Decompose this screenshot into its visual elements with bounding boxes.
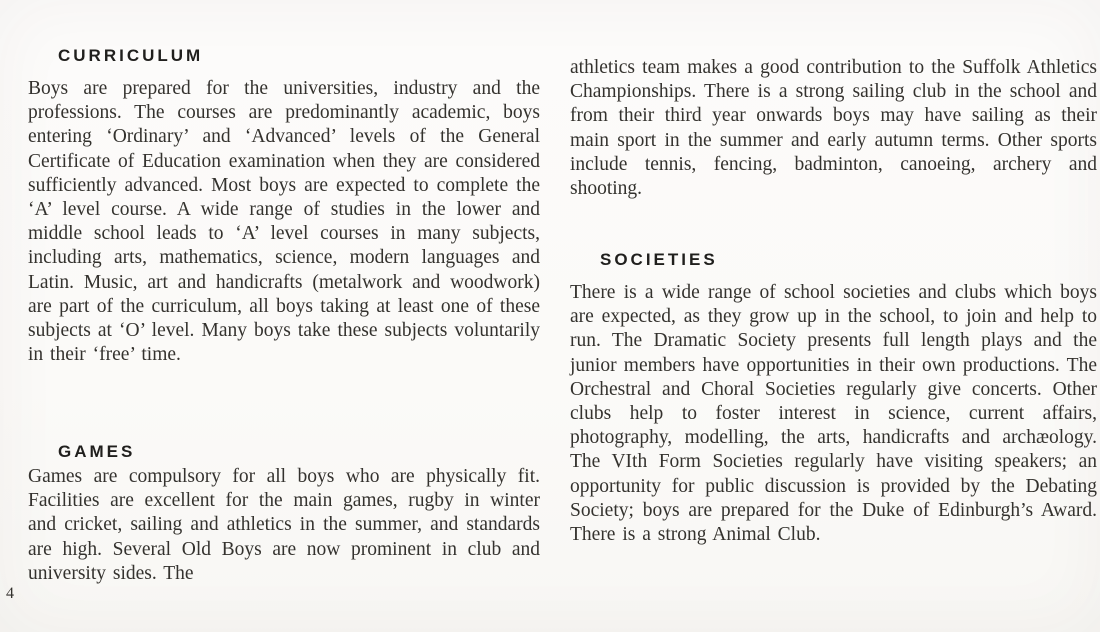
curriculum-paragraph: Boys are prepared for the universities, industry and the professions. The courses are predominantly academic, boys entering ‘Ordinary’ and ‘Advanced’ levels of the General Certificate of Education examination when they are considered sufficiently advanced. Most boys are expected to complete the ‘A’ level course. A wide range of studies in the lower and middle school leads to ‘A’ level courses in many subjects, including arts, mathematics, science, modern languages and Latin. Music, art and handicrafts (metalwork and woodwork) are part of the curriculum, all boys taking at least one of these subjects at ‘O’ level. Many boys take these subjects voluntarily in their ‘free’ time. xyxy=(28,78,540,366)
societies-heading: SOCIETIES xyxy=(600,250,718,269)
societies-paragraph: There is a wide range of school societies and clubs which boys are expected, as they grow up in the school, to join and help to run. The Dramatic Society presents full length plays and the junior members have opportunities in their own productions. The Orchestral and Choral Societies regularly give concerts. Other clubs help to foster interest in science, current affairs, photography, modelling, the arts, handicrafts and archæology. The VIth Form Societies regularly have visiting speakers; an opportunity for public discussion is provided by the Debating Society; boys are prepared for the Duke of Edinburgh’s Award. There is a strong Animal Club. xyxy=(570,282,1097,546)
games-paragraph: Games are compulsory for all boys who are physically fit. Facilities are excellent for the main games, rugby in winter and cricket, sailing and athletics in the summer, and standards are high. Several Old Boys are now prominent in club and university sides. The xyxy=(28,466,540,584)
games-continued-paragraph: athletics team makes a good contribution to the Suffolk Athletics Championships. There is a strong sailing club in the school and from their third year onwards boys may have sailing as their main sport in the summer and early autumn terms. Other sports include tennis, fencing, badminton, canoeing, archery and shooting. xyxy=(570,57,1097,200)
games-heading: GAMES xyxy=(58,442,136,461)
left-column xyxy=(28,46,540,606)
page-number: 4 xyxy=(6,585,14,602)
curriculum-heading: CURRICULUM xyxy=(58,46,204,65)
right-column xyxy=(570,56,1097,616)
